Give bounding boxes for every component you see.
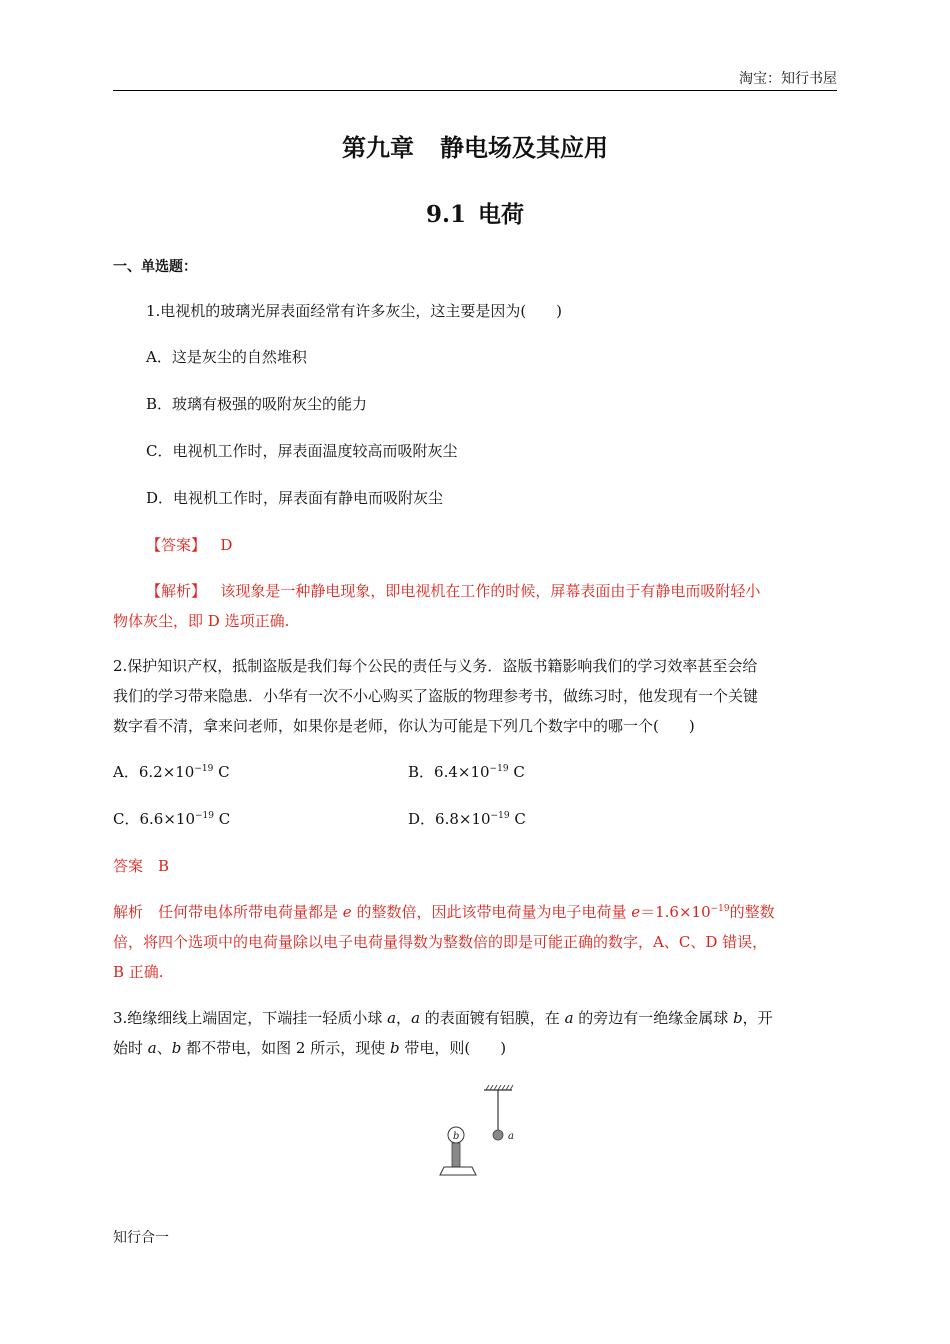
- q2-option-b-value: B．6.4×10: [408, 763, 490, 781]
- q2-option-d: [408, 809, 526, 829]
- q3-text: 的旁边有一绝缘金属球: [573, 1009, 734, 1027]
- q2-option-c-value: C．6.6×10: [113, 810, 195, 828]
- q3-figure: [428, 1082, 528, 1182]
- q2-answer: 答案 B: [113, 857, 170, 875]
- q1-answer-value: D: [220, 536, 233, 554]
- chapter-title: [0, 128, 950, 163]
- q1-analysis-label: 【解析】: [146, 582, 207, 600]
- q3-text: 始时: [113, 1039, 148, 1057]
- page-footer: 知行合一: [113, 1230, 169, 1246]
- q1-analysis-line1: [146, 581, 760, 601]
- q3-symbol-b: b: [171, 1039, 182, 1057]
- q2-analysis-text-c: ＝1.6×10: [640, 903, 711, 921]
- q2-option-c-unit: C: [214, 810, 231, 828]
- q3-symbol-a: a: [387, 1009, 397, 1027]
- q2-option-a-exponent: −19: [194, 764, 214, 774]
- q3-stem-line2: [113, 1038, 506, 1058]
- q1-analysis-text: 该现象是一种静电现象，即电视机在工作的时候，屏幕表面由于有静电而吸附轻小: [220, 582, 761, 600]
- q2-analysis-line1: [113, 902, 775, 922]
- stand-base: [440, 1167, 476, 1175]
- q3-symbol-a: a: [147, 1039, 157, 1057]
- section-name: 电荷: [478, 201, 524, 228]
- q2-analysis-line3: B 正确.: [113, 963, 164, 981]
- chapter-name: 静电场及其应用: [440, 133, 608, 162]
- q2-option-a-unit: C: [213, 763, 230, 781]
- q1-answer: [146, 535, 232, 555]
- q3-symbol-a: a: [564, 1009, 574, 1027]
- q2-option-d-value: D．6.8×10: [408, 810, 491, 828]
- q2-option-d-exponent: −19: [490, 811, 510, 821]
- part-title: 一、单选题：: [113, 259, 197, 275]
- q1-option-a: A．这是灰尘的自然堆积: [146, 348, 307, 366]
- q2-option-b-exponent: −19: [489, 764, 509, 774]
- q2-analysis-text-a: 解析 任何带电体所带电荷量都是: [113, 903, 343, 921]
- q2-option-c-exponent: −19: [195, 811, 214, 821]
- q2-option-a-value: A．6.2×10: [113, 763, 195, 781]
- q2-stem-line2: 我们的学习带来隐患．小华有一次不小心购买了盗版的物理参考书，做练习时，他发现有一个关键: [113, 687, 759, 705]
- page-header: [113, 68, 837, 91]
- q3-text: 、: [156, 1039, 172, 1057]
- q2-analysis-line2: 倍，将四个选项中的电荷量除以电子电荷量得数为整数倍的即是可能正确的数字，A、C、D 错误，: [113, 933, 768, 951]
- q1-option-d: D．电视机工作时，屏表面有静电而吸附灰尘: [146, 489, 444, 507]
- chapter-label: 第九章: [342, 133, 414, 162]
- q1-option-b: B．玻璃有极强的吸附灰尘的能力: [146, 395, 368, 413]
- q3-text: 带电，则( ): [399, 1039, 507, 1057]
- ceiling-hatch: [486, 1085, 513, 1090]
- q3-text: 3.绝缘细线上端固定，下端挂一轻质小球: [113, 1009, 388, 1027]
- q3-text: ，: [396, 1009, 412, 1027]
- ball-a: [493, 1130, 503, 1140]
- q1-analysis-line2: 物体灰尘，即 D 选项正确.: [113, 612, 290, 630]
- q1-option-c: C．电视机工作时，屏表面温度较高而吸附灰尘: [146, 442, 458, 460]
- stand-pole: [452, 1143, 460, 1167]
- q2-option-a: [113, 762, 230, 782]
- section-number: 9.1: [425, 201, 466, 228]
- q2-analysis-text-b: 的整数倍，因此该带电荷量为电子电荷量: [351, 903, 632, 921]
- q2-option-d-unit: C: [509, 810, 526, 828]
- q1-stem: 1.电视机的玻璃光屏表面经常有许多灰尘，这主要是因为( ): [146, 302, 563, 320]
- q2-analysis-exponent: −19: [710, 904, 730, 914]
- section-title: [0, 196, 950, 229]
- q3-text: 都不带电，如图 2 所示，现使: [181, 1039, 390, 1057]
- q3-symbol-b: b: [733, 1009, 743, 1027]
- q2-stem-line1: 2.保护知识产权，抵制盗版是我们每个公民的责任与义务．盗版书籍影响我们的学习效率甚至会给: [113, 657, 758, 675]
- q3-symbol-a: a: [411, 1009, 421, 1027]
- q3-text: ，开: [742, 1009, 773, 1027]
- q3-stem-line1: [113, 1008, 773, 1028]
- label-a: a: [508, 1131, 514, 1142]
- q2-analysis-text-d: 的整数: [729, 903, 775, 921]
- q2-option-b-unit: C: [508, 763, 525, 781]
- q3-text: 的表面镀有铝膜，在: [420, 1009, 565, 1027]
- q2-analysis-symbol-e2: e: [631, 903, 641, 921]
- q2-option-c: [113, 809, 230, 829]
- label-b: b: [453, 1131, 460, 1142]
- q2-option-b: [408, 762, 525, 782]
- header-shop-name: 淘宝：知行书屋: [739, 71, 837, 87]
- q3-symbol-b: b: [389, 1039, 400, 1057]
- q2-analysis-symbol-e: e: [342, 903, 352, 921]
- q1-answer-label: 【答案】: [146, 536, 207, 554]
- q2-stem-line3: 数字看不清，拿来问老师，如果你是老师，你认为可能是下列几个数字中的哪一个( ): [113, 717, 695, 735]
- electroscope-diagram: [428, 1082, 528, 1182]
